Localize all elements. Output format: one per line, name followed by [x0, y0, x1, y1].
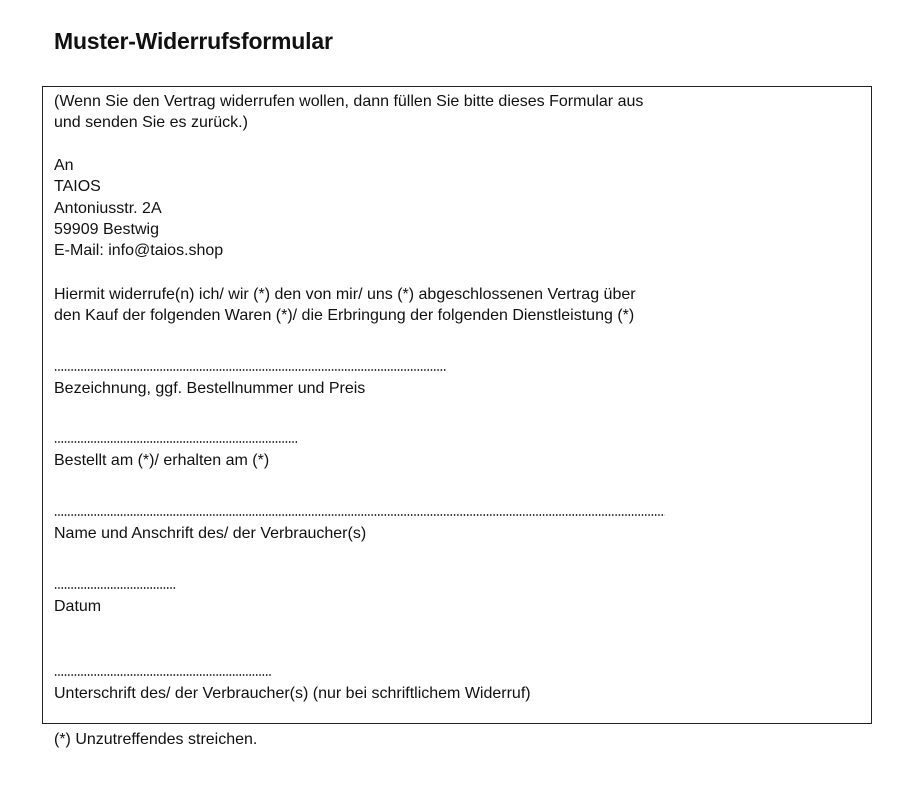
recipient-label: An: [54, 157, 74, 174]
goods-field-label: Bezeichnung, ggf. Bestellnummer und Preis: [54, 380, 366, 397]
recipient-email: E-Mail: info@taios.shop: [54, 242, 224, 259]
date-field-label: Datum: [54, 598, 102, 615]
consumer-name-field-label: Name und Anschrift des/ der Verbraucher(s): [54, 525, 367, 542]
date-dotted-line: [54, 587, 176, 589]
recipient-company: TAIOS: [54, 178, 101, 195]
intro-text-line-1: (Wenn Sie den Vertrag widerrufen wollen, dann füllen Sie bitte dieses Formular aus: [54, 93, 644, 110]
intro-text-line-2: und senden Sie es zurück.): [54, 114, 248, 131]
form-box: [42, 86, 872, 724]
goods-dotted-line: [54, 369, 446, 371]
withdrawal-statement-line-1: Hiermit widerrufe(n) ich/ wir (*) den von mir/ uns (*) abgeschlossenen Vertrag über: [54, 286, 636, 303]
consumer-name-dotted-line: [54, 514, 665, 516]
signature-dotted-line: [54, 674, 272, 676]
order-date-dotted-line: [54, 441, 298, 443]
withdrawal-statement-line-2: den Kauf der folgenden Waren (*)/ die Erbringung der folgenden Dienstleistung (*): [54, 307, 635, 324]
footnote: (*) Unzutreffendes streichen.: [54, 731, 258, 748]
signature-field-label: Unterschrift des/ der Verbraucher(s) (nur bei schriftlichem Widerruf): [54, 685, 531, 702]
recipient-street: Antoniusstr. 2A: [54, 200, 162, 217]
order-date-field-label: Bestellt am (*)/ erhalten am (*): [54, 452, 270, 469]
page-title: Muster-Widerrufsformular: [54, 28, 333, 54]
recipient-city: 59909 Bestwig: [54, 221, 159, 238]
